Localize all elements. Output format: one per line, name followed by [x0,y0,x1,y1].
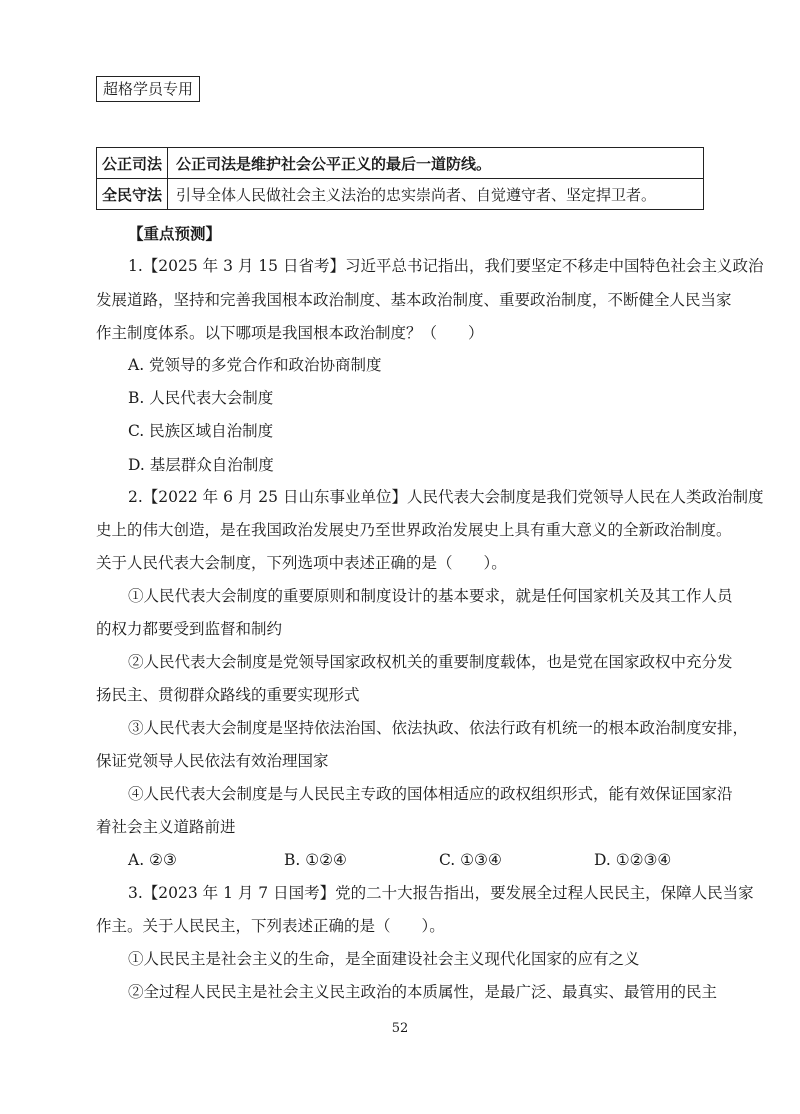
q2-statement-3: ③人民代表大会制度是坚持依法治国、依法执政、依法行政有机统一的根本政治制度安排， [128,719,749,737]
table-value: 公正司法是维护社会公平正义的最后一道防线。 [168,148,704,179]
q2-statement-2-cont: 扬民主、贯彻群众路线的重要实现形式 [96,686,360,704]
q1-stem-line: 发展道路，坚持和完善我国根本政治制度、基本政治制度、重要政治制度，不断健全人民当家 [96,291,732,309]
q1-option-c: C. 民族区域自治制度 [128,422,274,440]
q2-statement-1: ①人民代表大会制度的重要原则和制度设计的基本要求，就是任何国家机关及其工作人员 [128,587,733,605]
table-row [97,179,704,210]
q3-statement-2: ②全过程人民民主是社会主义民主政治的本质属性，是最广泛、最真实、最管用的民主 [128,983,718,1001]
q2-option-c: C. ①③④ [439,851,502,869]
section-title: 【重点预测】 [128,224,222,243]
table-value: 引导全体人民做社会主义法治的忠实崇尚者、自觉遵守者、坚定捍卫者。 [168,179,704,210]
table-key: 公正司法 [97,148,168,179]
page-number: 52 [391,1021,409,1036]
q2-statement-1-cont: 的权力都要受到监督和制约 [96,620,283,638]
q1-option-d: D. 基层群众自治制度 [128,456,274,474]
q2-statement-2: ②人民代表大会制度是党领导国家政权机关的重要制度载体，也是党在国家政权中充分发 [128,653,733,671]
q2-option-b: B. ①②④ [284,851,347,869]
q1-option-a: A. 党领导的多党合作和政治协商制度 [128,356,382,374]
q2-statement-4: ④人民代表大会制度是与人民民主专政的国体相适应的政权组织形式，能有效保证国家沿 [128,785,733,803]
q1-option-b: B. 人民代表大会制度 [128,389,274,407]
q2-stem-line: 关于人民代表大会制度，下列选项中表述正确的是（ ）。 [96,554,507,572]
q3-stem-line: 3.【2023 年 1 月 7 日国考】党的二十大报告指出，要发展全过程人民民主，保障人民当家 [128,884,754,902]
student-only-tag: 超格学员专用 [96,76,200,102]
q3-statement-1: ①人民民主是社会主义的生命，是全面建设社会主义现代化国家的应有之义 [128,950,640,968]
law-table [96,147,704,210]
q1-stem-line: 1.【2025 年 3 月 15 日省考】习近平总书记指出，我们要坚定不移走中国特色社会主义政治 [128,257,764,275]
q2-statement-3-cont: 保证党领导人民依法有效治理国家 [96,752,329,770]
q2-statement-4-cont: 着社会主义道路前进 [96,818,236,836]
q2-option-a: A. ②③ [128,851,177,869]
table-key: 全民守法 [97,179,168,210]
q2-option-d: D. ①②③④ [594,851,672,869]
q3-stem-line: 作主。关于人民民主，下列表述正确的是（ ）。 [96,917,445,935]
q2-stem-line: 2.【2022 年 6 月 25 日山东事业单位】人民代表大会制度是我们党领导人民在人类政治制度 [128,488,764,506]
q2-stem-line: 史上的伟大创造，是在我国政治发展史乃至世界政治发展史上具有重大意义的全新政治制度。 [96,521,732,539]
q1-stem-line: 作主制度体系。以下哪项是我国根本政治制度？（ ） [96,324,484,342]
table-row [97,148,704,179]
